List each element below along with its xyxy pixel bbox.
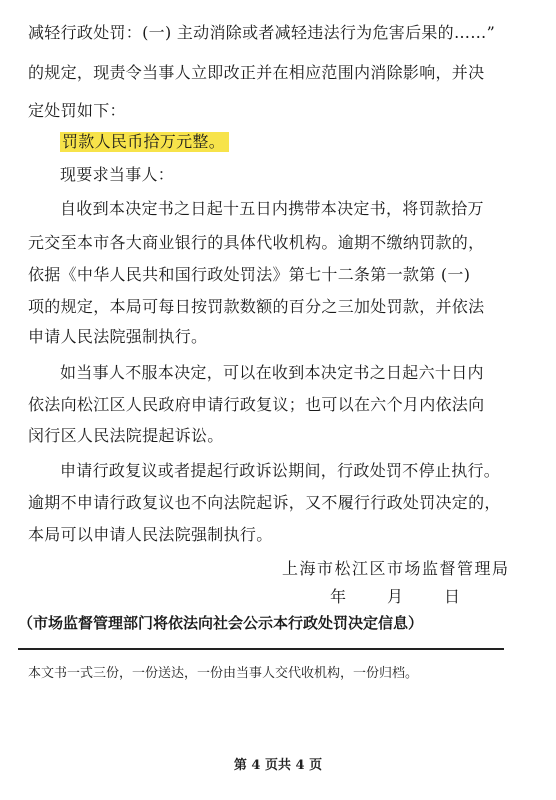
body-line-3: 定处罚如下：: [28, 101, 126, 120]
body-line-10: 申请人民法院强制执行。: [28, 327, 208, 346]
issuing-authority: 上海市松江区市场监督管理局: [282, 559, 510, 578]
requirement-intro: 现要求当事人：: [60, 165, 175, 184]
body-line-7: 元交至本市各大商业银行的具体代收机构。逾期不缴纳罚款的，: [28, 233, 485, 252]
page-number: 第 4 页共 4 页: [233, 758, 323, 773]
enforcement-line-1: 申请行政复议或者提起行政诉讼期间，行政处罚不停止执行。: [60, 461, 501, 480]
issue-date: 年 月 日: [330, 587, 464, 606]
enforcement-line-2: 逾期不申请行政复议也不向法院起诉，又不履行行政处罚决定的，: [28, 493, 501, 512]
copies-footnote: 本文书一式三份，一份送达，一份由当事人交代收机构，一份归档。: [28, 666, 419, 681]
appeal-line-3: 闵行区人民法院提起诉讼。: [28, 426, 224, 445]
penalty-amount-highlight: 罚款人民币拾万元整。: [60, 132, 229, 152]
body-line-2: 的规定，现责令当事人立即改正并在相应范围内消除影响，并决: [28, 63, 485, 82]
public-disclosure-notice: （市场监督管理部门将依法向社会公示本行政处罚决定信息）: [18, 614, 424, 632]
enforcement-line-3: 本局可以申请人民法院强制执行。: [28, 525, 273, 544]
body-line-6: 自收到本决定书之日起十五日内携带本决定书，将罚款拾万: [60, 199, 484, 218]
body-line-9: 项的规定，本局可每日按罚款数额的百分之三加处罚款，并依法: [28, 297, 485, 316]
appeal-line-2: 依法向松江区人民政府申请行政复议；也可以在六个月内依法向: [28, 395, 485, 414]
penalty-line: [60, 131, 229, 153]
divider-line: [18, 648, 504, 650]
appeal-line-1: 如当事人不服本决定，可以在收到本决定书之日起六十日内: [60, 363, 484, 382]
body-line-1: 减轻行政处罚：(一) 主动消除或者减轻违法行为危害后果的……”: [28, 23, 496, 42]
body-line-8: 依据《中华人民共和国行政处罚法》第七十二条第一款第 (一): [28, 265, 471, 284]
